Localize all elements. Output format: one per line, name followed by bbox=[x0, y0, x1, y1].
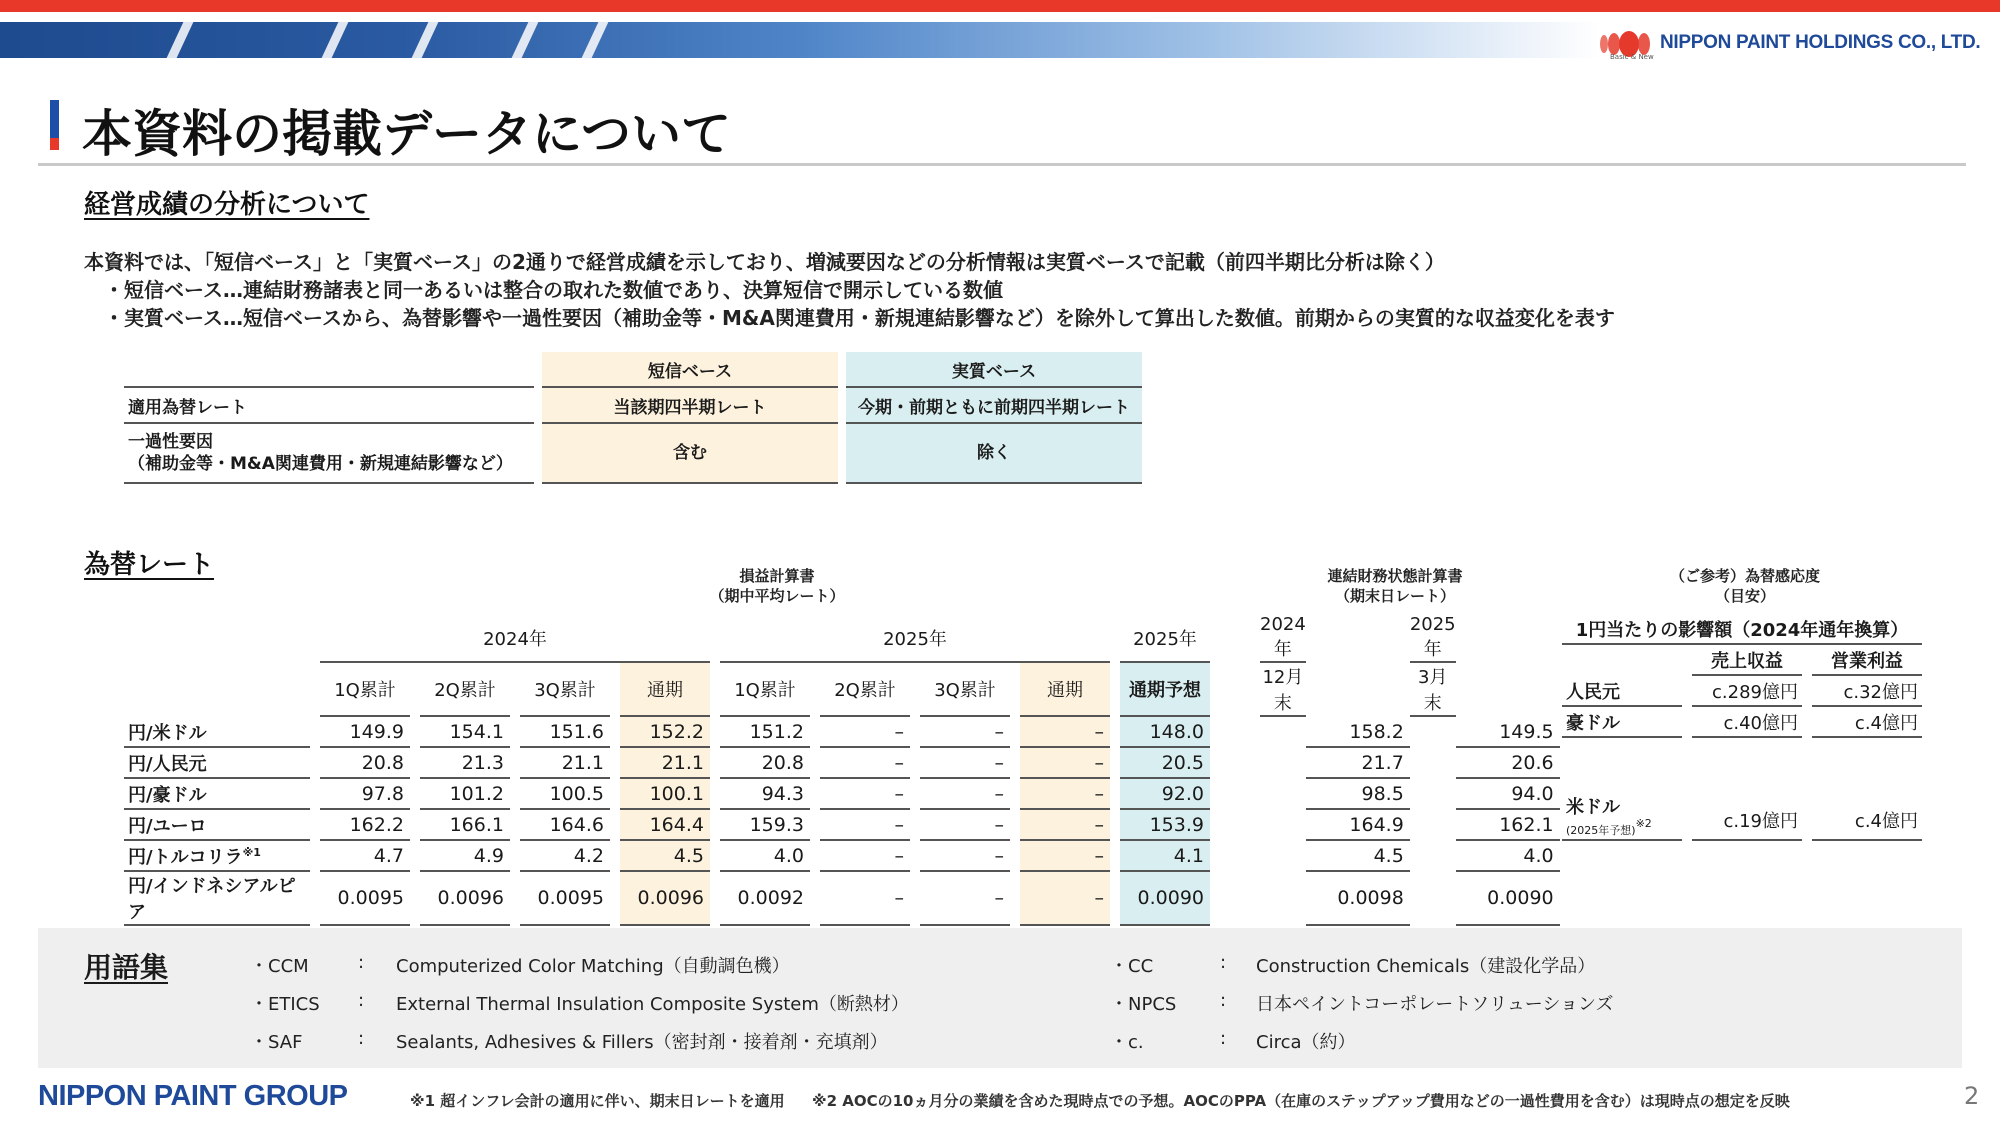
page-title: 本資料の掲載データについて bbox=[82, 105, 731, 163]
year-row bbox=[124, 614, 1560, 663]
year-2025-forecast: 2025年 bbox=[1120, 614, 1210, 663]
footnote-1: ※1 超インフレ会計の適用に伴い、期末日レートを適用 bbox=[410, 1092, 785, 1110]
bs-rate-cell: 0.0098 bbox=[1306, 872, 1410, 926]
bs-rate-cell: 149.5 bbox=[1456, 717, 1560, 748]
rate-cell: 4.5 bbox=[620, 841, 710, 872]
rate-cell: – bbox=[1020, 841, 1110, 872]
rate-cell: – bbox=[1020, 717, 1110, 748]
glossary-term: ・ETICS bbox=[250, 994, 320, 1015]
rate-cell: 101.2 bbox=[420, 779, 510, 810]
rate-cell: 21.3 bbox=[420, 748, 510, 779]
sensitivity-op: c.32億円 bbox=[1812, 676, 1922, 707]
rate-cell: 0.0096 bbox=[620, 872, 710, 926]
sensitivity-revenue: c.289億円 bbox=[1692, 676, 1802, 707]
row-label-main: 一過性要因 bbox=[128, 432, 213, 452]
bs-header-title: 連結財務状態計算書 bbox=[1327, 567, 1463, 585]
rate-cell: – bbox=[820, 779, 910, 810]
period-2q: 2Q累計 bbox=[820, 663, 910, 717]
rate-cell: – bbox=[920, 810, 1010, 841]
rate-cell: 159.3 bbox=[720, 810, 810, 841]
title-accent-bar bbox=[50, 100, 59, 150]
bs-year-2025: 2025年 bbox=[1410, 614, 1456, 663]
cell-jisshitsu: 今期・前期ともに前期四半期レート bbox=[846, 388, 1142, 424]
year-2024: 2024年 bbox=[320, 614, 710, 663]
sensitivity-header-title: （ご参考）為替感応度 bbox=[1669, 567, 1820, 585]
rate-cell: 20.8 bbox=[320, 748, 410, 779]
currency-label: 円/人民元 bbox=[124, 748, 310, 779]
rate-cell: 4.7 bbox=[320, 841, 410, 872]
row-label bbox=[124, 424, 534, 484]
row-label: 適用為替レート bbox=[124, 388, 534, 424]
glossary-separator: : bbox=[1220, 1028, 1227, 1049]
rate-cell: – bbox=[1020, 748, 1110, 779]
glossary-term: ・c. bbox=[1110, 1032, 1144, 1053]
sensitivity-row-label-main: 米ドル bbox=[1566, 797, 1620, 818]
glossary-term: ・SAF bbox=[250, 1032, 303, 1053]
rate-cell: 154.1 bbox=[420, 717, 510, 748]
currency-label: 円/インドネシアルピア bbox=[124, 872, 310, 926]
col-jisshitsu-header: 実質ベース bbox=[846, 352, 1142, 388]
rate-cell: – bbox=[920, 748, 1010, 779]
sensitivity-revenue: c.19億円 bbox=[1692, 800, 1802, 841]
sensitivity-col-revenue: 売上収益 bbox=[1692, 645, 1802, 676]
table-row bbox=[124, 388, 1142, 424]
rate-cell: 92.0 bbox=[1120, 779, 1210, 810]
rate-cell: 94.3 bbox=[720, 779, 810, 810]
bs-rate-cell: 4.0 bbox=[1456, 841, 1560, 872]
page-number: 2 bbox=[1964, 1082, 1980, 1110]
rate-cell: – bbox=[920, 841, 1010, 872]
pl-header-sub: （期中平均レート） bbox=[709, 587, 845, 605]
footnote-mark: ※1 bbox=[242, 845, 261, 859]
pl-header-title: 損益計算書 bbox=[739, 567, 815, 585]
rate-cell: 164.6 bbox=[520, 810, 610, 841]
bs-rate-cell: 158.2 bbox=[1306, 717, 1410, 748]
analysis-bullet-jisshitsu: ・実質ベース…短信ベースから、為替影響や一過性要因（補助金等・M&A関連費用・新規連結影響など）を除外して算出した数値。前期からの実質的な収益変化を表す bbox=[104, 306, 1615, 330]
table-row bbox=[1562, 707, 1922, 738]
footnote-mark: ※2 bbox=[1635, 817, 1652, 830]
rate-cell: 152.2 bbox=[620, 717, 710, 748]
glossary-definition: 日本ペイントコーポレートソリューションズ bbox=[1256, 994, 1614, 1015]
analysis-bullet-tanshin: ・短信ベース…連結財務諸表と同一あるいは整合の取れた数値であり、決算短信で開示している数値 bbox=[104, 278, 1003, 302]
rate-cell: 4.9 bbox=[420, 841, 510, 872]
period-forecast: 通期予想 bbox=[1120, 663, 1210, 717]
glossary-definition: Circa（約） bbox=[1256, 1032, 1356, 1053]
rate-cell: 151.6 bbox=[520, 717, 610, 748]
company-tagline: Basic & New bbox=[1610, 53, 1654, 61]
glossary-separator: : bbox=[358, 1028, 365, 1049]
col-tanshin-header: 短信ベース bbox=[542, 352, 838, 388]
bs-period-mar: 3月末 bbox=[1410, 663, 1456, 717]
sensitivity-header bbox=[1620, 566, 1870, 606]
table-row bbox=[124, 841, 1560, 872]
pl-header bbox=[677, 566, 877, 606]
period-2q: 2Q累計 bbox=[420, 663, 510, 717]
glossary-separator: : bbox=[1220, 952, 1227, 973]
bs-rate-cell: 0.0090 bbox=[1456, 872, 1560, 926]
rate-cell: – bbox=[820, 717, 910, 748]
currency-label: 円/ユーロ bbox=[124, 810, 310, 841]
rate-cell: – bbox=[820, 872, 910, 926]
cell-jisshitsu: 除く bbox=[846, 424, 1142, 484]
glossary-definition: Sealants, Adhesives & Fillers（密封剤・接着剤・充填剤） bbox=[396, 1032, 888, 1053]
rate-cell: – bbox=[1020, 779, 1110, 810]
table-row bbox=[1562, 676, 1922, 707]
sensitivity-row-label-sub: (2025年予想) bbox=[1566, 824, 1636, 837]
table-row bbox=[124, 748, 1560, 779]
company-logo bbox=[1600, 26, 1980, 60]
bs-rate-cell: 162.1 bbox=[1456, 810, 1560, 841]
period-3q: 3Q累計 bbox=[520, 663, 610, 717]
rate-cell: 164.4 bbox=[620, 810, 710, 841]
period-3q: 3Q累計 bbox=[920, 663, 1010, 717]
table-row bbox=[124, 872, 1560, 926]
period-1q: 1Q累計 bbox=[320, 663, 410, 717]
glossary-panel bbox=[38, 928, 1962, 1068]
rate-cell: – bbox=[820, 748, 910, 779]
top-red-bar bbox=[0, 0, 2000, 12]
glossary-term: ・CCM bbox=[250, 956, 309, 977]
currency-label: 円/豪ドル bbox=[124, 779, 310, 810]
sensitivity-col-operating-profit: 営業利益 bbox=[1812, 645, 1922, 676]
glossary-term: ・NPCS bbox=[1110, 994, 1177, 1015]
rate-cell: 21.1 bbox=[520, 748, 610, 779]
rate-cell: 153.9 bbox=[1120, 810, 1210, 841]
rate-cell: 0.0090 bbox=[1120, 872, 1210, 926]
rate-cell: 100.1 bbox=[620, 779, 710, 810]
glossary-term: ・CC bbox=[1110, 956, 1154, 977]
period-1q: 1Q累計 bbox=[720, 663, 810, 717]
cell-tanshin: 当該期四半期レート bbox=[542, 388, 838, 424]
glossary-separator: : bbox=[1220, 990, 1227, 1011]
bs-period-dec: 12月末 bbox=[1260, 663, 1306, 717]
bs-rate-cell: 94.0 bbox=[1456, 779, 1560, 810]
sensitivity-span-header: 1円当たりの影響額（2024年通年換算） bbox=[1562, 614, 1922, 645]
rate-cell: 20.5 bbox=[1120, 748, 1210, 779]
glossary-title: 用語集 bbox=[84, 951, 169, 984]
bs-header-sub: （期末日レート） bbox=[1334, 587, 1455, 605]
rate-cell: 162.2 bbox=[320, 810, 410, 841]
rate-cell: – bbox=[1020, 810, 1110, 841]
rate-cell: – bbox=[820, 810, 910, 841]
sensitivity-revenue: c.40億円 bbox=[1692, 707, 1802, 738]
bs-year-2024: 2024年 bbox=[1260, 614, 1306, 663]
company-name: NIPPON PAINT HOLDINGS CO., LTD. bbox=[1660, 32, 1981, 53]
glossary-definition: Construction Chemicals（建設化学品） bbox=[1256, 956, 1596, 977]
title-divider bbox=[38, 163, 1966, 166]
table-row bbox=[124, 779, 1560, 810]
sensitivity-op: c.4億円 bbox=[1812, 707, 1922, 738]
period-row bbox=[124, 663, 1560, 717]
rate-cell: 0.0095 bbox=[520, 872, 610, 926]
glossary-separator: : bbox=[358, 952, 365, 973]
rate-cell: 149.9 bbox=[320, 717, 410, 748]
group-logo: NIPPON PAINT GROUP bbox=[38, 1080, 348, 1112]
year-2025: 2025年 bbox=[720, 614, 1110, 663]
sensitivity-row-label: 人民元 bbox=[1562, 676, 1682, 707]
bs-rate-cell: 164.9 bbox=[1306, 810, 1410, 841]
glossary-definition: Computerized Color Matching（自動調色機） bbox=[396, 956, 790, 977]
rate-cell: 4.1 bbox=[1120, 841, 1210, 872]
rate-cell: 97.8 bbox=[320, 779, 410, 810]
row-label-sub: （補助金等・M&A関連費用・新規連結影響など） bbox=[128, 454, 513, 474]
basis-comparison-table bbox=[124, 352, 1142, 484]
bs-header bbox=[1280, 566, 1510, 606]
glossary-separator: : bbox=[358, 990, 365, 1011]
rate-cell: 0.0095 bbox=[320, 872, 410, 926]
sensitivity-header-sub: （目安） bbox=[1714, 587, 1775, 605]
table-row bbox=[124, 717, 1560, 748]
rate-cell: – bbox=[1020, 872, 1110, 926]
table-row bbox=[1562, 800, 1922, 841]
period-full: 通期 bbox=[1020, 663, 1110, 717]
rate-cell: 0.0096 bbox=[420, 872, 510, 926]
table-row bbox=[124, 810, 1560, 841]
rate-cell: 4.0 bbox=[720, 841, 810, 872]
rate-cell: – bbox=[920, 872, 1010, 926]
rate-cell: – bbox=[920, 717, 1010, 748]
rate-cell: – bbox=[820, 841, 910, 872]
bs-rate-cell: 20.6 bbox=[1456, 748, 1560, 779]
sensitivity-op: c.4億円 bbox=[1812, 800, 1922, 841]
currency-label: 円/米ドル bbox=[124, 717, 310, 748]
sensitivity-row-label bbox=[1562, 797, 1682, 841]
rate-cell: – bbox=[920, 779, 1010, 810]
bs-rate-cell: 21.7 bbox=[1306, 748, 1410, 779]
table-row bbox=[124, 424, 1142, 484]
fx-rate-table bbox=[124, 614, 1560, 926]
sensitivity-row-label: 豪ドル bbox=[1562, 707, 1682, 738]
rate-cell: 166.1 bbox=[420, 810, 510, 841]
bs-rate-cell: 98.5 bbox=[1306, 779, 1410, 810]
rate-cell: 100.5 bbox=[520, 779, 610, 810]
rate-cell: 0.0092 bbox=[720, 872, 810, 926]
fx-sensitivity-table bbox=[1562, 614, 1922, 841]
top-blue-band bbox=[0, 22, 1600, 58]
analysis-intro: 本資料では、「短信ベース」と「実質ベース」の2通りで経営成績を示しており、増減要因などの分析情報は実質ベースで記載（前四半期比分析は除く） bbox=[84, 250, 1445, 274]
cell-tanshin: 含む bbox=[542, 424, 838, 484]
bs-rate-cell: 4.5 bbox=[1306, 841, 1410, 872]
analysis-heading: 経営成績の分析について bbox=[84, 190, 370, 220]
rate-cell: 4.2 bbox=[520, 841, 610, 872]
footnote-2: ※2 AOCの10ヵ月分の業績を含めた現時点での予想。AOCのPPA（在庫のステップアップ費用などの一過性費用を含む）は現時点の想定を反映 bbox=[812, 1092, 1790, 1110]
currency-label: 円/トルコリラ$^{※1}$ bbox=[124, 841, 310, 872]
rate-cell: 151.2 bbox=[720, 717, 810, 748]
rate-cell: 148.0 bbox=[1120, 717, 1210, 748]
rate-cell: 20.8 bbox=[720, 748, 810, 779]
rate-cell: 21.1 bbox=[620, 748, 710, 779]
fx-heading: 為替レート bbox=[84, 550, 215, 580]
glossary-definition: External Thermal Insulation Composite System（断熱材） bbox=[396, 994, 909, 1015]
period-full: 通期 bbox=[620, 663, 710, 717]
